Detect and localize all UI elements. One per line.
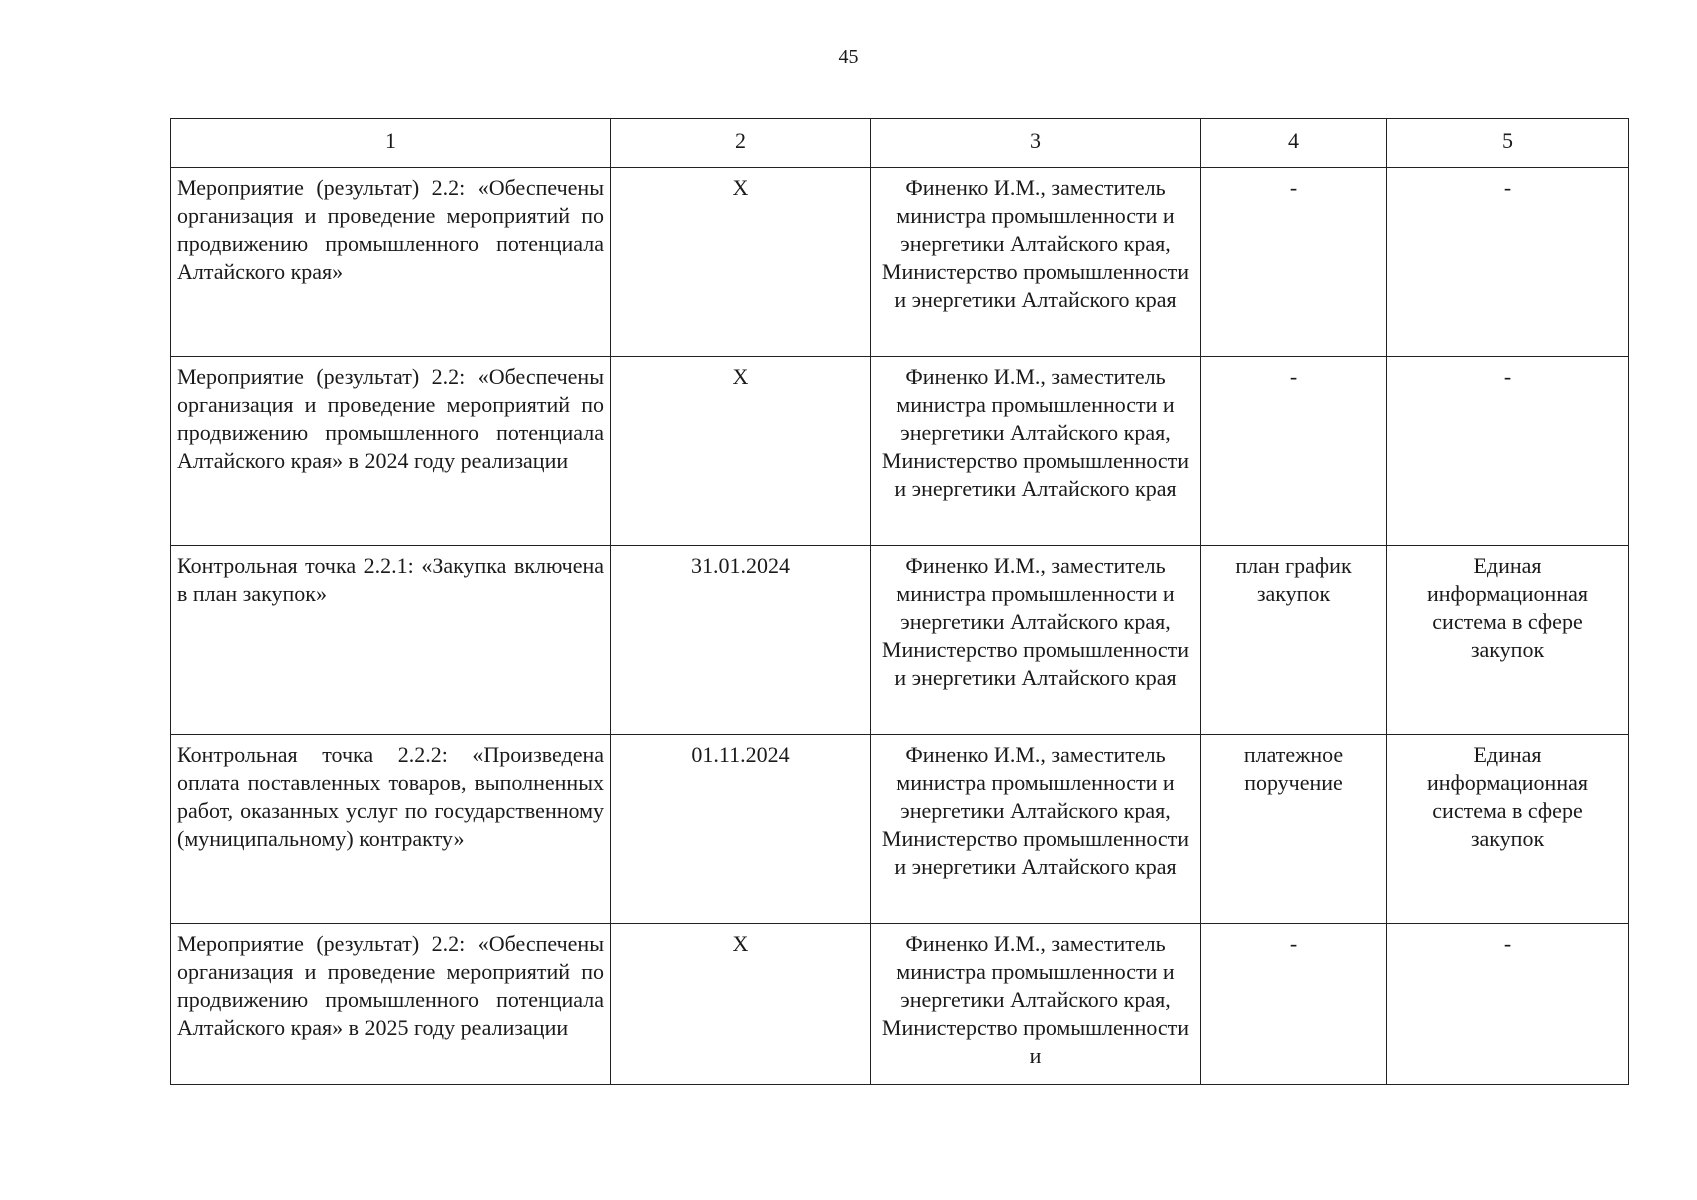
row-document-cell: план график закупок (1201, 546, 1387, 735)
table-row (171, 924, 1629, 1085)
row-responsible-cell: Финенко И.М., заместитель министра промышленности и энергетики Алтайского края, Министерство промышленности и (871, 924, 1201, 1085)
row-date-cell: Х (611, 357, 871, 546)
row-system-cell: Единая информационная система в сфере закупок (1387, 546, 1629, 735)
header-row (171, 119, 1629, 168)
row-name-cell: Мероприятие (результат) 2.2: «Обеспечены организация и проведение мероприятий по продвижению промышленного потенциала Алтайского края» в 2024 году реализации (171, 357, 611, 546)
row-responsible-cell: Финенко И.М., заместитель министра промышленности и энергетики Алтайского края, Министерство промышленности и энергетики Алтайского края (871, 546, 1201, 735)
row-responsible-cell: Финенко И.М., заместитель министра промышленности и энергетики Алтайского края, Министерство промышленности и энергетики Алтайского края (871, 357, 1201, 546)
row-name-cell: Контрольная точка 2.2.2: «Произведена оплата поставленных товаров, выполненных работ, оказанных услуг по государственному (муниципальному) контракту» (171, 735, 611, 924)
row-name-cell: Мероприятие (результат) 2.2: «Обеспечены организация и проведение мероприятий по продвижению промышленного потенциала Алтайского края» (171, 168, 611, 357)
row-system-cell: - (1387, 168, 1629, 357)
column-header-3: 3 (871, 119, 1201, 168)
page-number: 45 (838, 46, 859, 68)
column-header-2: 2 (611, 119, 871, 168)
row-system-cell: - (1387, 924, 1629, 1085)
row-name-cell: Мероприятие (результат) 2.2: «Обеспечены организация и проведение мероприятий по продвижению промышленного потенциала Алтайского края» в 2025 году реализации (171, 924, 611, 1085)
row-system-cell: Единая информационная система в сфере закупок (1387, 735, 1629, 924)
column-header-1: 1 (171, 119, 611, 168)
plan-table (170, 118, 1629, 1085)
table-row (171, 168, 1629, 357)
row-date-cell: Х (611, 924, 871, 1085)
table-row (171, 735, 1629, 924)
row-date-cell: Х (611, 168, 871, 357)
row-name-cell: Контрольная точка 2.2.1: «Закупка включена в план закупок» (171, 546, 611, 735)
column-header-5: 5 (1387, 119, 1629, 168)
row-date-cell: 01.11.2024 (611, 735, 871, 924)
row-responsible-cell: Финенко И.М., заместитель министра промышленности и энергетики Алтайского края, Министерство промышленности и энергетики Алтайского края (871, 168, 1201, 357)
row-document-cell: - (1201, 924, 1387, 1085)
row-document-cell: платежное поручение (1201, 735, 1387, 924)
table-row (171, 357, 1629, 546)
row-system-cell: - (1387, 357, 1629, 546)
row-date-cell: 31.01.2024 (611, 546, 871, 735)
row-document-cell: - (1201, 357, 1387, 546)
row-responsible-cell: Финенко И.М., заместитель министра промышленности и энергетики Алтайского края, Министерство промышленности и энергетики Алтайского края (871, 735, 1201, 924)
row-document-cell: - (1201, 168, 1387, 357)
column-header-4: 4 (1201, 119, 1387, 168)
table-row (171, 546, 1629, 735)
